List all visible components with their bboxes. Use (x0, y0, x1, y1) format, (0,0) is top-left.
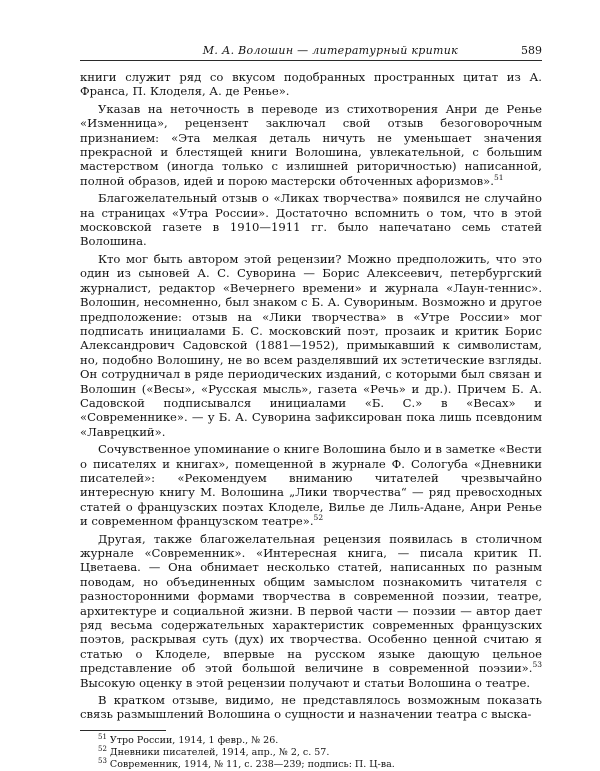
footnote-text: Дневники писателей, 1914, апр., № 2, с. 57. (109, 746, 330, 758)
page-number: 589 (521, 44, 542, 57)
text-run: Указав на неточность в переводе из стихотворения Анри де Ренье «Изменница», рецензент заключал свой отзыв безоговорочным признанием: «Эта мелкая деталь ничуть не уменьшает значения прекрасной и блестящей книги Волошина, увлекательной, с большим мастерством (иногда только с излишней риторичностью) написанной, полной образов, идей и порою мастерски обточенных афоризмов». (80, 101, 542, 188)
footnote (80, 732, 542, 747)
text-run: Другая, также благожелательная рецензия появилась в столичном журнале «Современник». «Интересная книга, — писала критик П. Цветаева. — Она обнимает несколько статей, написанных по разным поводам, но объединенных общим замыслом познакомить читателя с разносторонними формами творчества в современной поэзии, театре, архитектуре и социальной жизни. В первой части — поэзии — автор дает ряд весьма содержательных характеристик современных французских поэтов, раскрывая суть (дух) их творчества. Особенно ценной считаю я статью о Клоделе, впервые на русском языке дающую цельное представление об этой большой величине в современной поэзии». (80, 531, 542, 676)
running-title: М. А. Волошин — литературный критик (202, 44, 458, 57)
paragraph (80, 191, 542, 249)
text-run: Благожелательный отзыв о «Ликах творчества» появился не случайно на страницах «Утра России». Достаточно вспомнить о том, что в этой московской газете в 1910—1911 гг. было напечатано семь статей Волошина. (80, 191, 542, 249)
paragraph (80, 70, 542, 99)
text-run: Кто мог быть автором этой рецензии? Можно предположить, что это один из сыновей А. С. Суворина — Борис Алексеевич, петербургский журналист, редактор «Вечернего времени» и журнала «Лаун-теннис». Волошин, несомненно, был знаком с Б. А. Сувориным. Возможно и другое предположение: отзыв на «Лики творчества» в «Утре России» мог подписать инициалами Б. С. московский поэт, прозаик и критик Борис Александрович Садовской (1881—1952), примыкавший к символистам, но, подобно Волошину, не во всем разделявший их эстетические взгляды. Он сотрудничал в ряде периодических изданий, с которыми был связан и Волошин («Весы», «Русская мысль», газета «Речь» и др.). Причем Б. А. Садовской подписывался инициалами «Б. С.» в «Весах» и «Современнике». — у Б. А. Суворина зафиксирован пока лишь псевдоним «Лаврецкий». (80, 251, 542, 439)
footnote-ref[interactable]: 51 (493, 172, 504, 182)
paragraph (80, 252, 542, 439)
footnote-text: Современник, 1914, № 11, с. 238—239; подпись: П. Ц-ва. (109, 758, 395, 770)
text-run: Сочувственное упоминание о книге Волошина было и в заметке «Вести о писателях и книгах», помещенной в журнале Ф. Сологуба «Дневники писателей»: «Рекомендуем вниманию читателей чрезвычайно интересную книгу М. Волошина „Лики творчества“ — ряд превосходных статей о французских поэтах Клоделе, Вилье де Лиль-Адане, Анри Ренье и современном французском театре». (80, 442, 543, 529)
footnote-mark: 51 (98, 732, 107, 741)
paragraph (80, 532, 542, 690)
text-run: Высокую оценку в этой рецензии получают и статьи Волошина о театре. (80, 675, 531, 690)
main-text (80, 70, 542, 722)
footnote-divider (80, 730, 166, 731)
footnote-mark: 52 (98, 744, 107, 753)
running-header (80, 42, 542, 61)
paragraph (80, 693, 542, 722)
footnote (80, 744, 542, 759)
text-run: В кратком отзыве, видимо, не представлялось возможным показать связь размышлений Волошина о сущности и назначении театра с выска- (80, 693, 542, 722)
footnote-text: Утро России, 1914, 1 февр., № 26. (109, 734, 279, 746)
paragraph (80, 102, 542, 188)
paragraph (80, 442, 542, 528)
footnotes (80, 732, 542, 771)
footnote-mark: 53 (98, 756, 107, 765)
book-page (80, 42, 542, 771)
footnote-ref[interactable]: 53 (532, 660, 542, 670)
footnote-ref[interactable]: 52 (313, 513, 324, 523)
text-run: книги служит ряд со вкусом подобранных пространных цитат из А. Франса, П. Клоделя, А. де Ренье». (80, 70, 542, 99)
